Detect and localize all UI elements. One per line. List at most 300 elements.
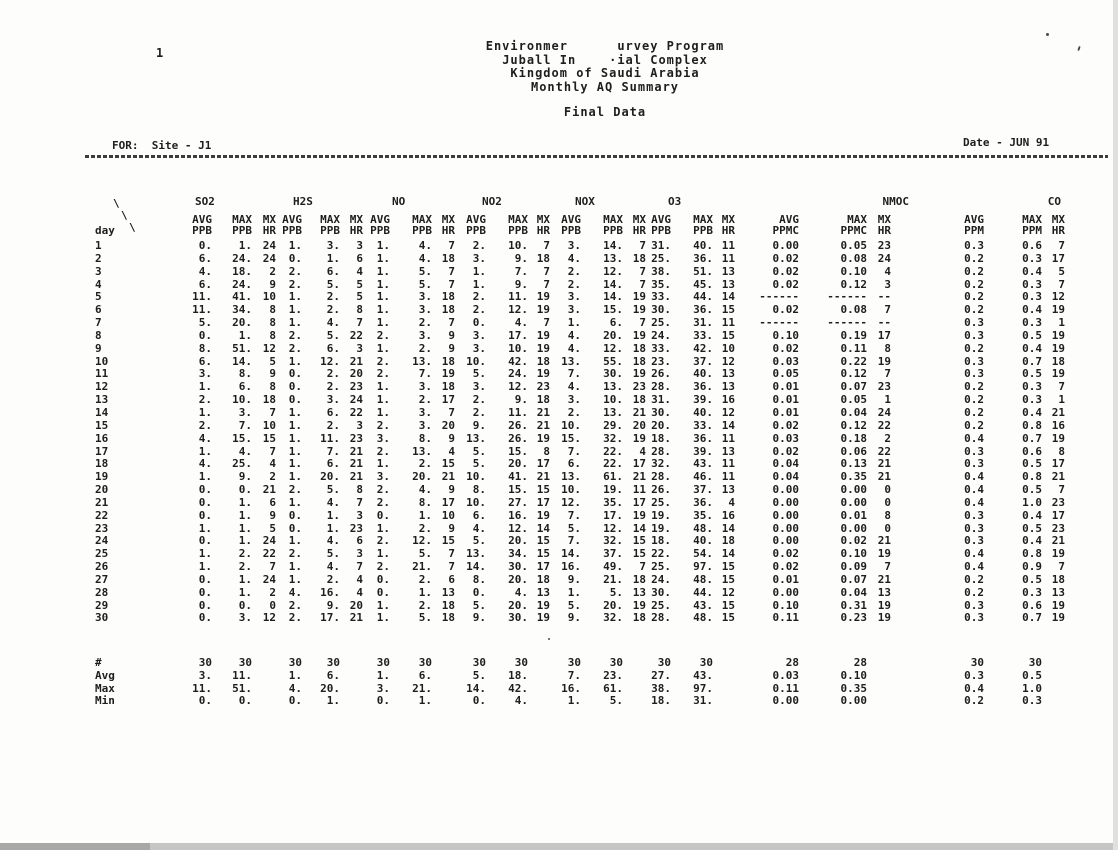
value-cell: 0.07	[840, 572, 867, 586]
value-cell: 0.35	[840, 470, 867, 484]
day-cell: 23	[95, 521, 109, 535]
value-cell: 2.	[326, 572, 340, 586]
value-cell: 0.	[288, 251, 302, 265]
value-cell: 30.	[508, 611, 528, 625]
value-cell: 28.	[651, 470, 671, 484]
value-cell	[340, 683, 363, 696]
value-cell: 30	[514, 656, 528, 670]
unit-header-row	[95, 225, 1065, 236]
value-cell: 18	[441, 611, 455, 625]
value-cell: 19	[632, 508, 646, 522]
unit-header-cell: HR	[349, 224, 363, 237]
value-cell: 19	[536, 303, 550, 317]
value-cell: 24	[349, 393, 363, 407]
value-cell: 0.4	[1022, 264, 1042, 278]
value-cell: 0.12	[840, 418, 867, 432]
stat-header-cell: MX	[632, 213, 646, 226]
value-cell: 7	[1058, 380, 1065, 394]
value-cell: 0.00	[772, 483, 799, 497]
value-cell: 10.	[508, 239, 528, 252]
value-cell: 17	[1051, 457, 1065, 471]
value-cell: 5.	[472, 367, 486, 381]
value-cell: 2.	[376, 534, 390, 548]
value-cell: 4	[356, 585, 363, 599]
value-cell: 0.2	[964, 277, 984, 291]
value-cell: 0.01	[772, 405, 799, 419]
value-cell: 1.	[198, 380, 212, 394]
value-cell: 3	[356, 239, 363, 252]
value-cell: 15	[632, 547, 646, 561]
value-cell: 12	[262, 341, 276, 355]
value-cell: 0.	[288, 380, 302, 394]
value-cell	[1042, 670, 1065, 683]
value-cell: 2.	[472, 290, 486, 304]
value-cell: 18.	[651, 534, 671, 548]
value-cell: 5.	[326, 547, 340, 561]
value-cell: 0	[884, 521, 891, 535]
value-cell: 0	[269, 598, 276, 612]
value-cell: 0.2	[964, 264, 984, 278]
site-label: FOR: Site - J1	[112, 139, 212, 152]
value-cell: 21	[632, 470, 646, 484]
value-cell: 27.	[651, 668, 671, 682]
day-cell: 28	[95, 585, 109, 599]
value-cell: 18.	[651, 694, 671, 708]
stat-header-cell: AVG	[466, 213, 486, 226]
value-cell: 34.	[508, 547, 528, 561]
value-cell: 11	[632, 483, 646, 497]
value-cell: 7	[269, 444, 276, 458]
value-cell: 30.	[651, 405, 671, 419]
value-cell: 2.	[376, 444, 390, 458]
value-cell: 21	[877, 572, 891, 586]
value-cell: 1.	[288, 457, 302, 471]
stat-header-cell: MAX	[232, 213, 252, 226]
value-cell	[252, 657, 276, 670]
value-cell: 1.	[376, 547, 390, 561]
value-cell: 1.	[376, 277, 390, 291]
value-cell: 8	[1058, 444, 1065, 458]
value-cell: 22	[349, 405, 363, 419]
value-cell: 6	[448, 572, 455, 586]
value-cell: 0.	[198, 328, 212, 342]
value-cell: 4.	[567, 341, 581, 355]
stat-header-cell: MX	[877, 213, 891, 226]
value-cell: 0.05	[840, 239, 867, 252]
value-cell: 15	[441, 457, 455, 471]
value-cell: 2	[884, 431, 891, 445]
value-cell: 1.	[288, 405, 302, 419]
table-row-day-16	[95, 433, 1065, 446]
stat-header-cell: MAX	[603, 213, 623, 226]
value-cell: 19	[877, 354, 891, 368]
value-cell: 17	[877, 328, 891, 342]
value-cell: 1.	[198, 521, 212, 535]
value-cell: 5.	[567, 598, 581, 612]
day-cell: 15	[95, 418, 109, 432]
value-cell: 7	[884, 367, 891, 381]
day-cell: 13	[95, 393, 109, 407]
value-cell: 35.	[651, 277, 671, 291]
value-cell: 0.	[376, 694, 390, 708]
value-cell: 5.	[472, 598, 486, 612]
table-summary	[95, 657, 1065, 707]
value-cell: 8	[269, 303, 276, 317]
value-cell: 19	[1051, 611, 1065, 625]
value-cell	[1042, 683, 1065, 696]
value-cell: 7	[269, 405, 276, 419]
value-cell: 27.	[508, 495, 528, 509]
value-cell: 1.	[376, 290, 390, 304]
value-cell: 13	[441, 585, 455, 599]
value-cell: 4	[639, 444, 646, 458]
value-cell: 0.2	[964, 393, 984, 407]
column-group-nmoc: NMOC	[882, 195, 909, 208]
value-cell: 16.	[561, 681, 581, 695]
value-cell: 32.	[651, 457, 671, 471]
aq-summary-table	[95, 196, 1065, 708]
value-cell: 0.01	[840, 508, 867, 522]
stat-header-cell: MAX	[508, 213, 528, 226]
day-cell: 25	[95, 547, 109, 561]
unit-header-cell: HR	[536, 224, 550, 237]
value-cell: 21	[349, 470, 363, 484]
value-cell: 12.	[603, 341, 623, 355]
value-cell: 19	[632, 431, 646, 445]
value-cell: 43.	[693, 598, 713, 612]
value-cell: 5.	[418, 547, 432, 561]
value-cell: 0.3	[1022, 277, 1042, 291]
value-cell: 21	[536, 418, 550, 432]
value-cell: 20.	[651, 418, 671, 432]
value-cell: 32.	[603, 431, 623, 445]
value-cell: 4	[356, 264, 363, 278]
value-cell: 0.5	[1022, 457, 1042, 471]
value-cell: 6.	[198, 354, 212, 368]
value-cell: 1.	[326, 251, 340, 265]
value-cell: 26.	[651, 367, 671, 381]
value-cell: 0.3	[1022, 290, 1042, 304]
value-cell: 0.2	[964, 341, 984, 355]
value-cell: 30.	[651, 303, 671, 317]
value-cell: 23.	[651, 354, 671, 368]
value-cell: 28.	[651, 444, 671, 458]
value-cell: 2.	[326, 367, 340, 381]
value-cell: 61.	[603, 681, 623, 695]
value-cell: 0.2	[964, 585, 984, 599]
value-cell: 20.	[603, 598, 623, 612]
value-cell: 43.	[693, 457, 713, 471]
value-cell: 0.	[198, 483, 212, 497]
value-cell: 11.	[232, 668, 252, 682]
stat-header-cell: MX	[262, 213, 276, 226]
value-cell: 0.06	[840, 444, 867, 458]
value-cell: 0.6	[1022, 444, 1042, 458]
value-cell: 5.	[326, 483, 340, 497]
value-cell: 10	[262, 290, 276, 304]
value-cell: 0.03	[772, 668, 799, 682]
value-cell: 8.	[472, 572, 486, 586]
value-cell: 0.05	[772, 367, 799, 381]
value-cell: 2.	[472, 393, 486, 407]
value-cell: 15.	[603, 303, 623, 317]
value-cell: 4	[356, 572, 363, 586]
value-cell: 2.	[376, 483, 390, 497]
value-cell: 15	[441, 534, 455, 548]
value-cell: 15.	[508, 444, 528, 458]
value-cell: 0.	[376, 572, 390, 586]
value-cell: 1.	[376, 457, 390, 471]
value-cell: 20.	[508, 457, 528, 471]
unit-header-cell: PPM	[1022, 224, 1042, 237]
value-cell: 14.	[466, 560, 486, 574]
value-cell: 19	[877, 611, 891, 625]
value-cell: 22	[262, 547, 276, 561]
value-cell: 7	[639, 277, 646, 291]
value-cell: 14.	[232, 354, 252, 368]
value-cell: 0.4	[1022, 303, 1042, 317]
value-cell: 17	[1051, 508, 1065, 522]
value-cell: 20.	[508, 534, 528, 548]
value-cell: 17	[536, 495, 550, 509]
value-cell: 18	[536, 572, 550, 586]
value-cell: 24.	[232, 251, 252, 265]
value-cell: 0.12	[840, 277, 867, 291]
value-cell: 0.02	[772, 341, 799, 355]
value-cell: 1.	[288, 560, 302, 574]
value-cell: 7	[356, 495, 363, 509]
value-cell: 0.8	[1022, 418, 1042, 432]
value-cell: 5.	[609, 694, 623, 708]
value-cell: 7	[448, 560, 455, 574]
value-cell: 7	[356, 316, 363, 330]
value-cell: 2.	[418, 457, 432, 471]
value-cell: 4	[884, 264, 891, 278]
value-cell: 7	[639, 560, 646, 574]
value-cell: 4.	[418, 251, 432, 265]
value-cell: 4.	[472, 521, 486, 535]
value-cell: 5.	[567, 521, 581, 535]
value-cell: 12.	[508, 380, 528, 394]
value-cell: 3.	[418, 405, 432, 419]
value-cell: 39.	[693, 444, 713, 458]
value-cell: 11	[721, 239, 735, 252]
unit-header-cell: PPMC	[772, 224, 799, 237]
value-cell: 30.	[651, 585, 671, 599]
table-row-day-22	[95, 510, 1065, 523]
value-cell: 18	[441, 290, 455, 304]
value-cell: 6	[356, 251, 363, 265]
value-cell: 20.	[508, 598, 528, 612]
value-cell: 0.2	[964, 303, 984, 317]
value-cell: 3.	[472, 328, 486, 342]
value-cell: 9.	[514, 251, 528, 265]
value-cell: 0.3	[964, 316, 984, 330]
table-row-day-9	[95, 343, 1065, 356]
table-row-day-26	[95, 561, 1065, 574]
value-cell: 2.	[326, 290, 340, 304]
value-cell: 21	[877, 470, 891, 484]
value-cell: 0.	[288, 367, 302, 381]
value-cell	[340, 670, 363, 683]
value-cell: 4.	[198, 431, 212, 445]
value-cell: 0.3	[964, 598, 984, 612]
value-cell: 0.	[472, 585, 486, 599]
value-cell: 2.	[326, 303, 340, 317]
value-cell: 48.	[693, 611, 713, 625]
value-cell: 23	[877, 239, 891, 252]
value-cell: 4	[728, 495, 735, 509]
value-cell: 12	[1051, 290, 1065, 304]
value-cell: 19	[536, 598, 550, 612]
value-cell: 41.	[232, 290, 252, 304]
value-cell: 7	[448, 277, 455, 291]
value-cell: 9	[448, 431, 455, 445]
day-cell: 3	[95, 264, 102, 278]
value-cell	[432, 683, 455, 696]
value-cell: 1.	[198, 560, 212, 574]
value-cell: 51.	[232, 681, 252, 695]
value-cell: 25.	[651, 598, 671, 612]
value-cell: 2.	[418, 521, 432, 535]
value-cell: 8.	[418, 431, 432, 445]
value-cell	[252, 695, 276, 708]
value-cell: 1.	[198, 470, 212, 484]
value-cell: 6.	[567, 457, 581, 471]
value-cell	[623, 670, 646, 683]
value-cell: 0.5	[1022, 572, 1042, 586]
value-cell: 4.	[418, 483, 432, 497]
value-cell: 0.3	[964, 521, 984, 535]
value-cell: 51.	[693, 264, 713, 278]
value-cell: 11	[721, 457, 735, 471]
value-cell: 24.	[508, 367, 528, 381]
day-cell: 17	[95, 444, 109, 458]
value-cell: 7	[639, 264, 646, 278]
value-cell: 24	[262, 572, 276, 586]
value-cell: 25.	[651, 560, 671, 574]
value-cell: 21	[632, 405, 646, 419]
value-cell: 12	[721, 585, 735, 599]
value-cell: 13.	[603, 251, 623, 265]
value-cell: 8.	[472, 483, 486, 497]
value-cell: 1.	[376, 316, 390, 330]
value-cell: 1.	[567, 316, 581, 330]
value-cell: 1.	[288, 470, 302, 484]
value-cell: 42.	[693, 341, 713, 355]
diagonal-mark: \	[129, 221, 136, 234]
value-cell: 0.4	[1022, 508, 1042, 522]
value-cell: 0.00	[772, 534, 799, 548]
value-cell: 0.2	[964, 290, 984, 304]
value-cell: 0.11	[772, 611, 799, 625]
value-cell: 1.	[567, 694, 581, 708]
value-cell: 40.	[693, 239, 713, 252]
value-cell: 1.	[288, 668, 302, 682]
value-cell: 20.	[320, 681, 340, 695]
value-cell: 2	[269, 470, 276, 484]
value-cell: 0.22	[840, 354, 867, 368]
value-cell: 19	[1051, 303, 1065, 317]
value-cell: 0.4	[964, 495, 984, 509]
value-cell: 1	[1058, 316, 1065, 330]
value-cell: 31.	[651, 239, 671, 252]
value-cell: 0.	[198, 534, 212, 548]
value-cell: 0.00	[772, 585, 799, 599]
value-cell: 6.	[238, 380, 252, 394]
value-cell: 41.	[508, 470, 528, 484]
value-cell: 18	[262, 393, 276, 407]
value-cell: 6	[356, 534, 363, 548]
value-cell: 0.	[376, 585, 390, 599]
value-cell: 0.	[288, 694, 302, 708]
value-cell: 1.	[376, 598, 390, 612]
value-cell: 7	[1058, 560, 1065, 574]
value-cell: 54.	[693, 547, 713, 561]
value-cell: 14.	[603, 290, 623, 304]
value-cell: 5.	[472, 668, 486, 682]
value-cell: 13	[721, 367, 735, 381]
value-cell: 0.02	[772, 303, 799, 317]
value-cell: 4.	[326, 534, 340, 548]
value-cell: 0.00	[840, 694, 867, 708]
value-cell: 13.	[466, 547, 486, 561]
value-cell: 16.	[320, 585, 340, 599]
value-cell: 2.	[326, 380, 340, 394]
value-cell: 19	[1051, 431, 1065, 445]
value-cell: 7.	[326, 444, 340, 458]
unit-header-cell: PPB	[508, 224, 528, 237]
value-cell	[623, 695, 646, 708]
value-cell: 13	[721, 264, 735, 278]
value-cell: 12.	[412, 534, 432, 548]
value-cell: 22.	[603, 457, 623, 471]
value-cell: 0.11	[772, 681, 799, 695]
value-cell: 30.	[603, 367, 623, 381]
value-cell: 23	[349, 431, 363, 445]
value-cell	[528, 683, 550, 696]
value-cell: 2.	[288, 598, 302, 612]
value-cell: 13.	[603, 380, 623, 394]
value-cell: 19	[536, 611, 550, 625]
value-cell: 0.3	[1022, 694, 1042, 708]
value-cell: 3	[356, 547, 363, 561]
value-cell: 17	[441, 495, 455, 509]
value-cell: 17	[536, 457, 550, 471]
value-cell: 0.3	[964, 534, 984, 548]
value-cell: 44.	[693, 290, 713, 304]
value-cell: 14	[536, 521, 550, 535]
value-cell: 30	[567, 656, 581, 670]
value-cell: 30	[326, 656, 340, 670]
value-cell: 9	[269, 508, 276, 522]
unit-header-cell: HR	[1051, 224, 1065, 237]
value-cell: 24	[262, 534, 276, 548]
value-cell: 36.	[693, 380, 713, 394]
stat-header-cell: MAX	[412, 213, 432, 226]
value-cell: 0.4	[1022, 341, 1042, 355]
value-cell: --	[877, 316, 891, 330]
value-cell: 3.	[567, 239, 581, 252]
value-cell: 38.	[651, 264, 671, 278]
value-cell: 11.	[508, 405, 528, 419]
value-cell	[867, 670, 891, 683]
column-group-nox: NOX	[575, 195, 595, 208]
value-cell: 0.01	[772, 380, 799, 394]
value-cell: 5.	[198, 316, 212, 330]
title-line-3: Kingdom of Saudi Arabia	[510, 66, 700, 80]
value-cell: 1.	[326, 694, 340, 708]
